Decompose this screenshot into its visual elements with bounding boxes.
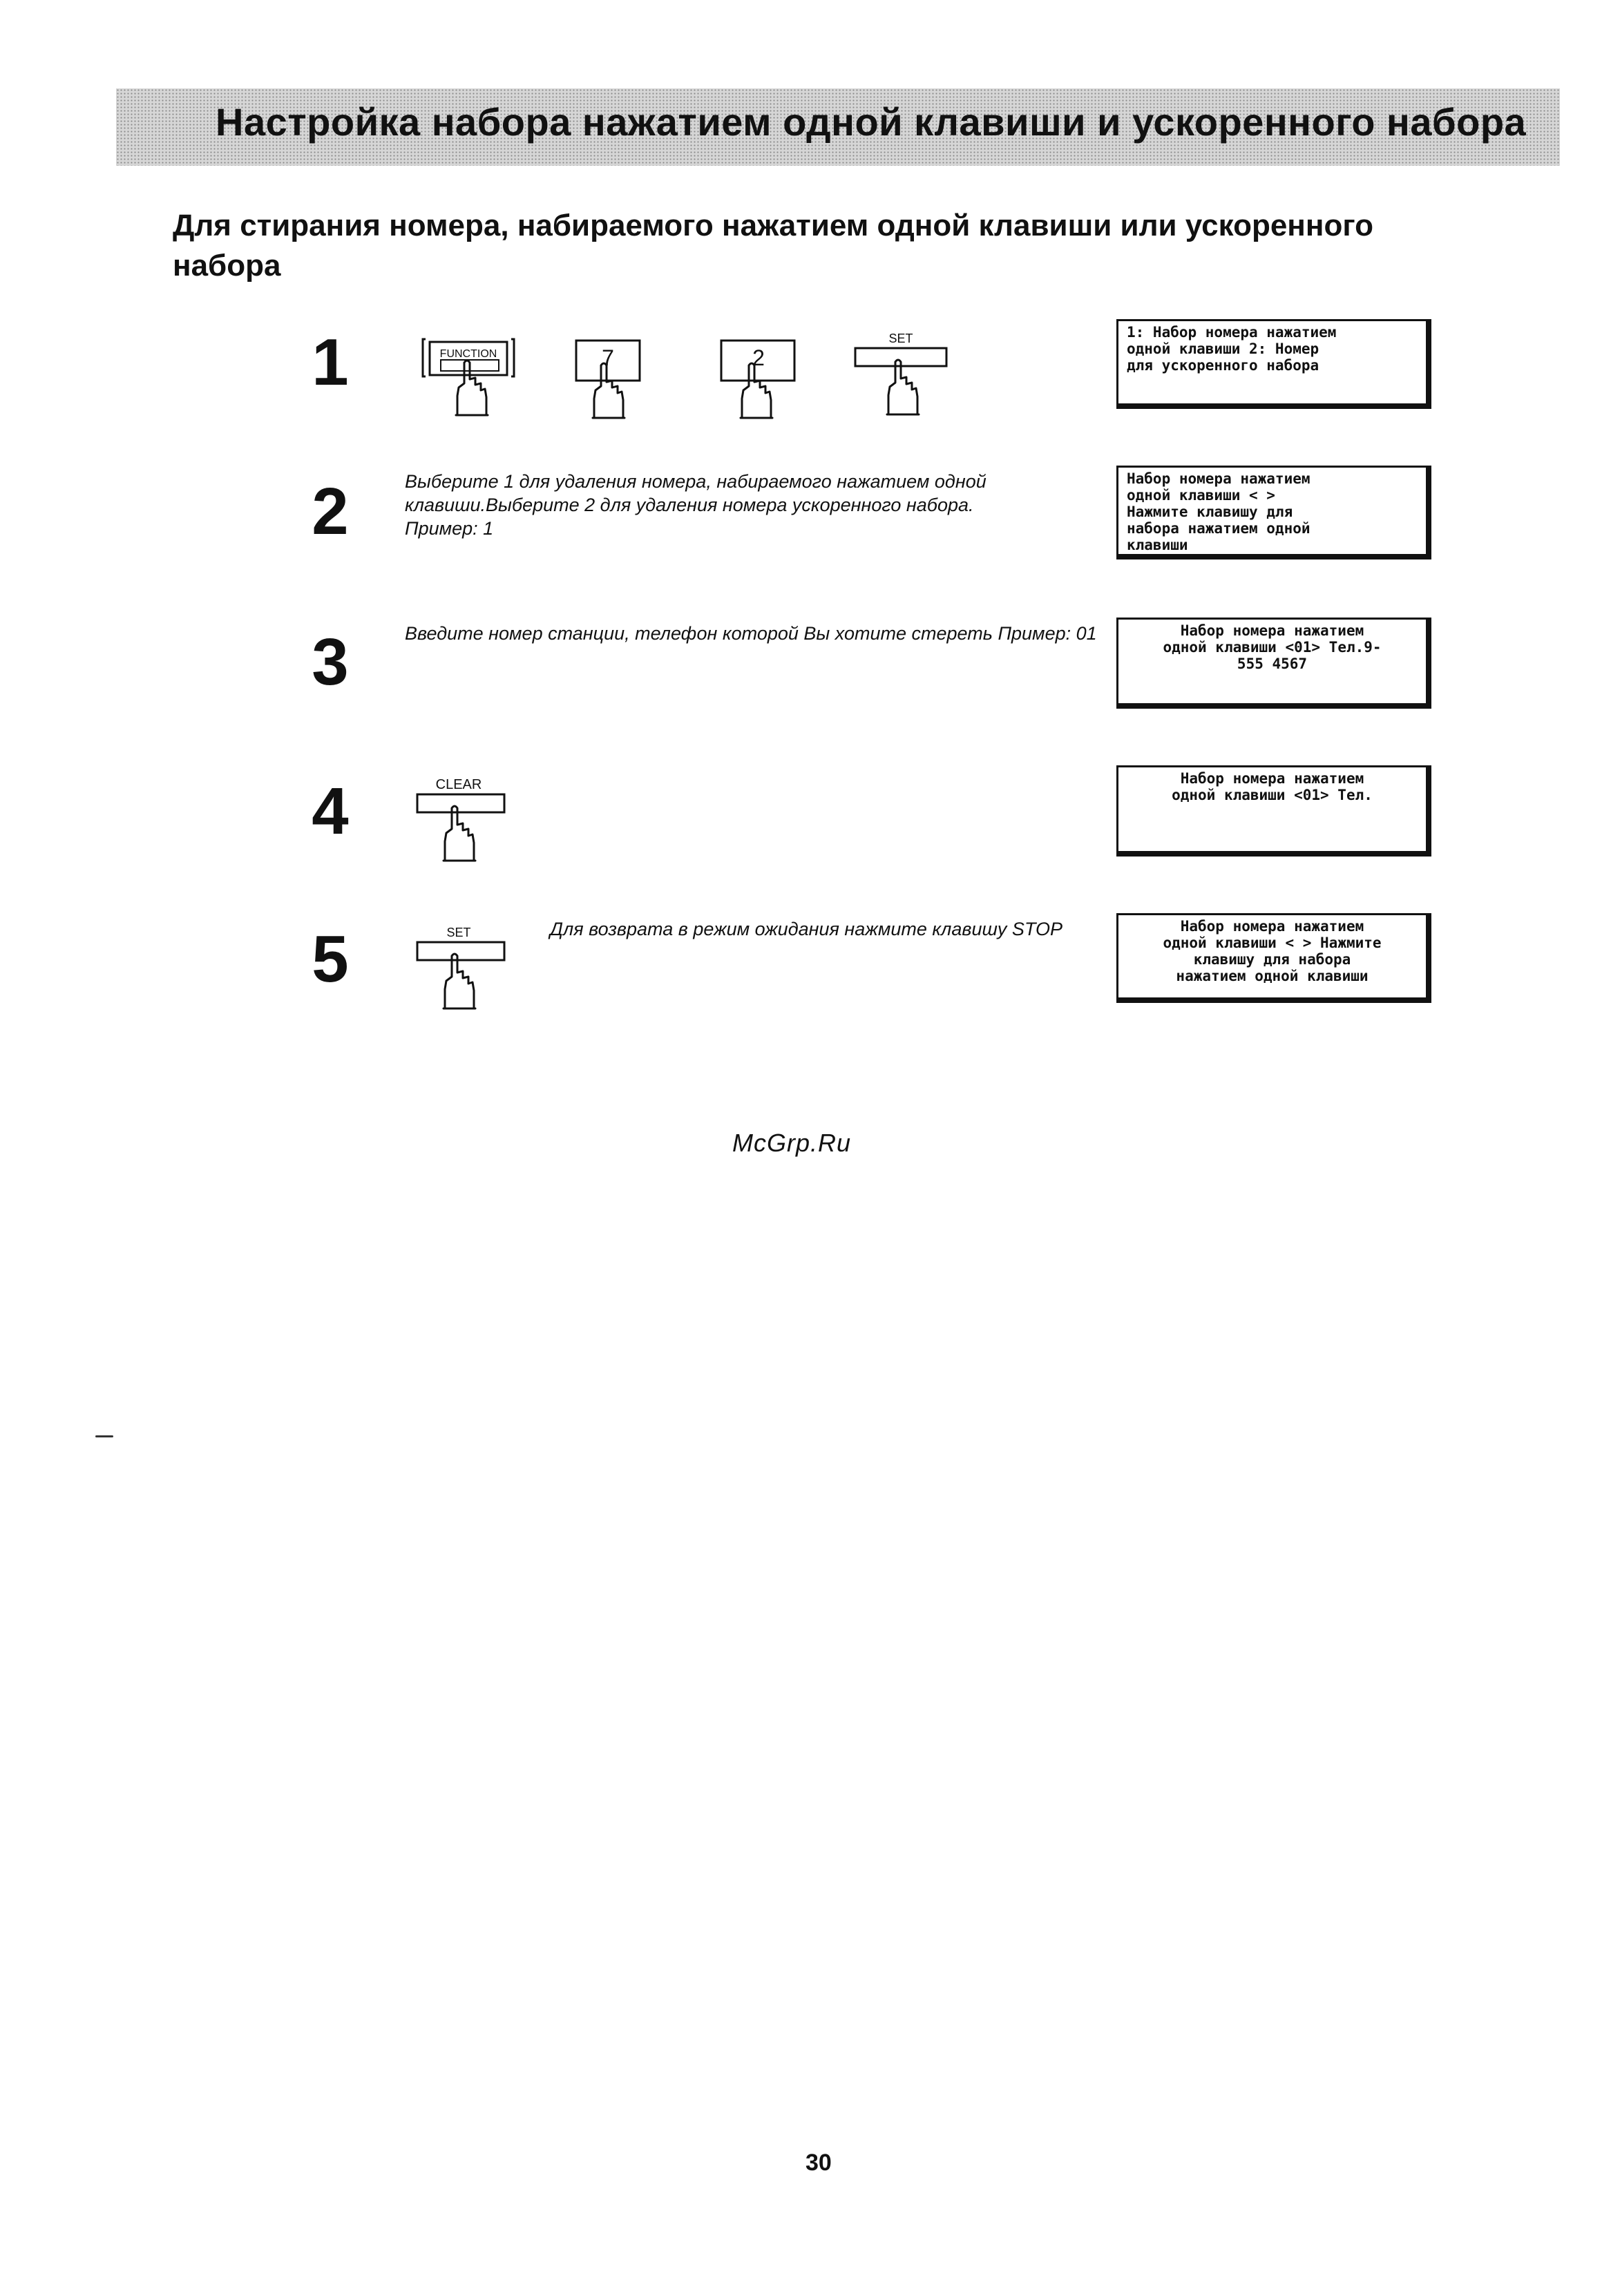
digit-7-key-icon [571,327,647,431]
function-key-icon [420,326,517,430]
clear-key-label: CLEAR [435,777,482,792]
lcd-line: для ускоренного набора [1127,357,1319,374]
lcd-display-step3 [1116,618,1431,709]
lcd-line: одной клавиши < > [1127,487,1275,504]
page-title: Настройка набора нажатием одной клавиши и ускоренного набора [216,100,1527,144]
digit-7-key [571,327,647,431]
title-bar [116,88,1560,166]
lcd-line: Набор номера нажатием [1127,470,1310,487]
step-3-instruction: Введите номер станции, телефон которой Вы хотите стереть Пример: 01 [405,623,1097,644]
set-key-step5-icon [414,916,518,1020]
clear-key-icon [414,768,518,872]
function-key-label: FUNCTION [439,348,497,360]
step-number-4: 4 [312,774,349,848]
step-2-instruction: Выберите 1 для удаления номера, набираемого нажатием одной клавиши.Выберите 2 для удаления номера ускоренного набора. Пример: 1 [405,471,986,539]
lcd-line: Набор номера нажатием [1180,770,1364,787]
lcd-line: набора нажатием одной [1127,520,1310,537]
lcd-line: одной клавиши 2: Номер [1127,341,1319,357]
digit-7-key-label: 7 [602,345,614,370]
lcd-display-step2 [1116,466,1431,559]
lcd-line: одной клавиши < > Нажмите [1163,935,1382,951]
lcd-display-step1 [1116,319,1431,409]
set-key-step5-label: SET [446,926,471,939]
lcd-line: Нажмите клавишу для [1127,504,1293,520]
section-subtitle: Для стирания номера, набираемого нажатием одной клавиши или ускоренного набора [173,209,1373,283]
set-key-step1-icon [851,322,955,425]
watermark-brand: McGrp.Ru [732,1129,852,1157]
digit-2-key-label: 2 [752,345,765,370]
set-key-step1-label: SET [888,332,913,345]
scan-mark [95,1435,113,1437]
step-number-1: 1 [312,325,349,399]
step-5-instruction: Для возврата в режим ожидания нажмите клавишу STOP [550,919,1062,939]
digit-2-key-icon [716,327,801,431]
lcd-display-step5 [1116,913,1431,1003]
lcd-line: 1: Набор номера нажатием [1127,324,1337,341]
lcd-line: клавиши [1127,537,1188,553]
step-number-5: 5 [312,922,349,996]
lcd-display-step4 [1116,765,1431,857]
function-key [420,326,517,430]
lcd-line: Набор номера нажатием [1180,918,1364,935]
set-key-step5 [414,916,518,1020]
clear-key [414,768,518,872]
lcd-line: нажатием одной клавиши [1176,968,1369,984]
digit-2-key [716,327,801,431]
step-number-2: 2 [312,475,349,548]
lcd-line: одной клавиши <01> Тел.9- [1163,639,1382,656]
lcd-line: 555 4567 [1237,656,1308,672]
lcd-line: Набор номера нажатием [1180,622,1364,639]
step-number-3: 3 [312,625,349,699]
lcd-line: одной клавиши <01> Тел. [1172,787,1373,803]
set-key-step1 [851,322,955,425]
lcd-line: клавишу для набора [1193,951,1351,968]
page-number: 30 [806,2150,832,2176]
